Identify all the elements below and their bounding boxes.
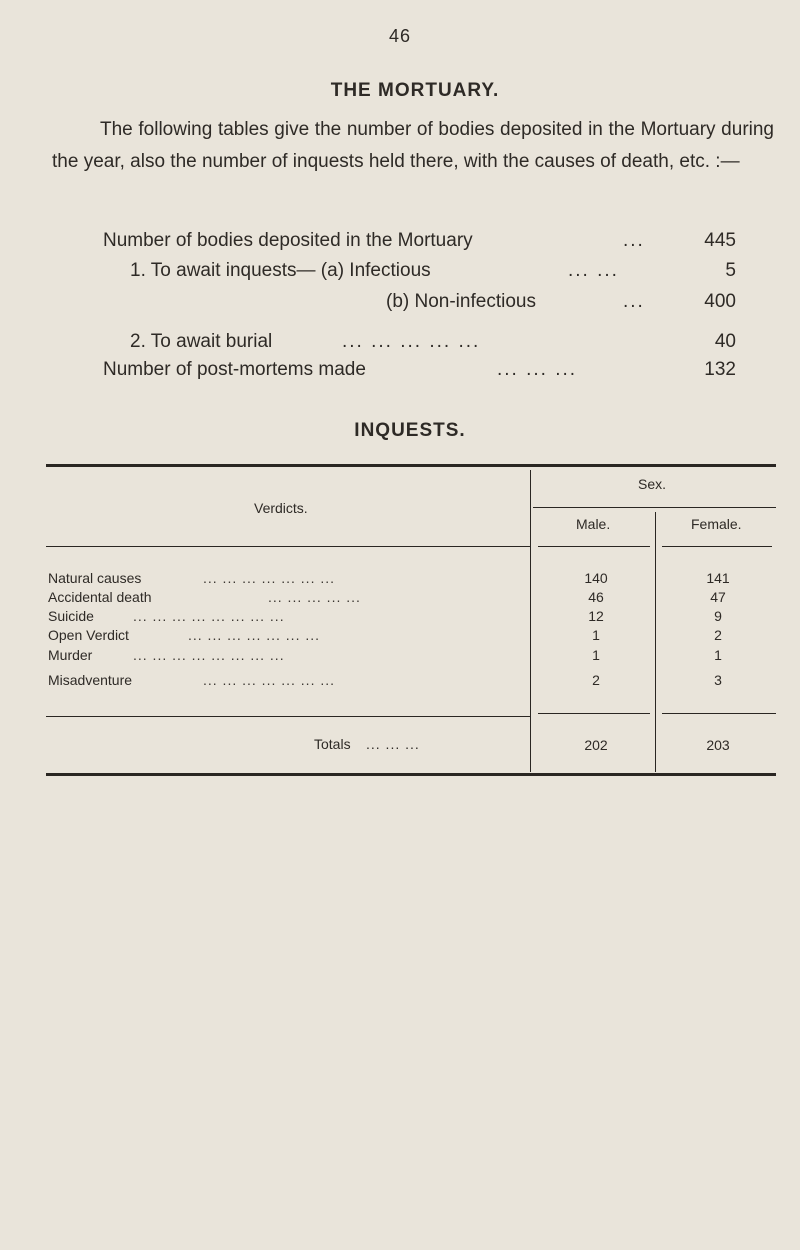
column-header-sex: Sex. [638,476,667,492]
male-female-divider [655,512,656,772]
summary-value: 132 [704,359,736,380]
verdict-label: Accidental death [48,589,152,605]
inquests-heading: INQUESTS. [354,420,466,441]
summary-row-await-burial [130,327,736,357]
table-row [48,587,518,607]
summary-row-non-infectious [386,287,736,317]
female-count: 2 [714,627,722,643]
header-bottom-rule-female [662,546,772,547]
female-count: 141 [706,570,730,586]
table-row [48,670,518,690]
summary-row-post-mortems [103,355,736,385]
totals-dots: ... ... ... [366,736,420,752]
female-count: 47 [710,589,726,605]
page-number: 46 [388,26,412,46]
totals-male: 202 [584,737,608,753]
page-title: THE MORTUARY. [330,80,500,101]
female-count: 3 [714,672,722,688]
summary-label: 2. To await burial [130,331,273,352]
verdict-dots: ... ... ... ... ... ... ... [203,672,336,688]
male-count: 1 [592,627,600,643]
column-header-female: Female. [691,516,742,532]
male-count: 46 [588,589,604,605]
summary-label: Number of post-mortems made [103,359,366,380]
summary-label: 1. To await inquests— (a) Infectious [130,260,431,281]
totals-female: 203 [706,737,730,753]
female-count: 9 [714,608,722,624]
summary-row-bodies-deposited [103,226,736,256]
table-row [48,568,518,588]
body-bottom-rule-male [538,713,650,714]
verdicts-divider [530,470,531,772]
verdict-dots: ... ... ... ... ... ... ... ... [133,608,285,624]
body-bottom-rule-left [46,716,530,717]
summary-label: (b) Non-infectious [386,291,536,312]
verdict-label: Misadventure [48,672,133,688]
table-row [48,645,518,665]
summary-dots: ... ... [568,260,619,281]
verdict-label: Natural causes [48,570,142,586]
male-count: 1 [592,647,600,663]
summary-value: 40 [714,331,736,352]
verdict-dots: ... ... ... ... ... ... ... [203,570,336,586]
column-header-verdicts: Verdicts. [254,500,308,516]
summary-dots: ... [623,230,645,251]
verdict-dots: ... ... ... ... ... ... ... ... [133,647,285,663]
body-bottom-rule-female [662,713,776,714]
column-header-male: Male. [576,516,611,532]
verdict-label: Murder [48,647,93,663]
summary-value: 400 [704,291,736,312]
male-count: 140 [584,570,608,586]
verdict-label: Open Verdict [48,627,129,643]
female-count: 1 [714,647,722,663]
table-row [48,606,518,626]
verdict-label: Suicide [48,608,94,624]
header-bottom-rule-left [46,546,530,547]
verdict-dots: ... ... ... ... ... ... ... [188,627,321,643]
summary-dots: ... [623,291,645,312]
male-count: 12 [588,608,604,624]
totals-label: Totals [314,736,351,752]
verdict-dots: ... ... ... ... ... [268,589,361,605]
summary-value: 445 [704,230,736,251]
table-row [48,625,518,645]
sex-under-rule [533,507,776,508]
summary-row-infectious [130,256,736,286]
intro-paragraph: The following tables give the number of bodies deposited in the Mortuary during the year, also the number of inquests held there, with the causes of death, etc. :— [52,119,774,172]
male-count: 2 [592,672,600,688]
header-bottom-rule-male [538,546,650,547]
summary-label: Number of bodies deposited in the Mortuary [103,230,473,251]
summary-dots: ... ... ... ... ... [342,331,481,352]
summary-value: 5 [725,260,736,281]
table-bottom-rule [46,773,776,776]
table-top-rule [46,464,776,467]
summary-dots: ... ... ... [497,359,578,380]
